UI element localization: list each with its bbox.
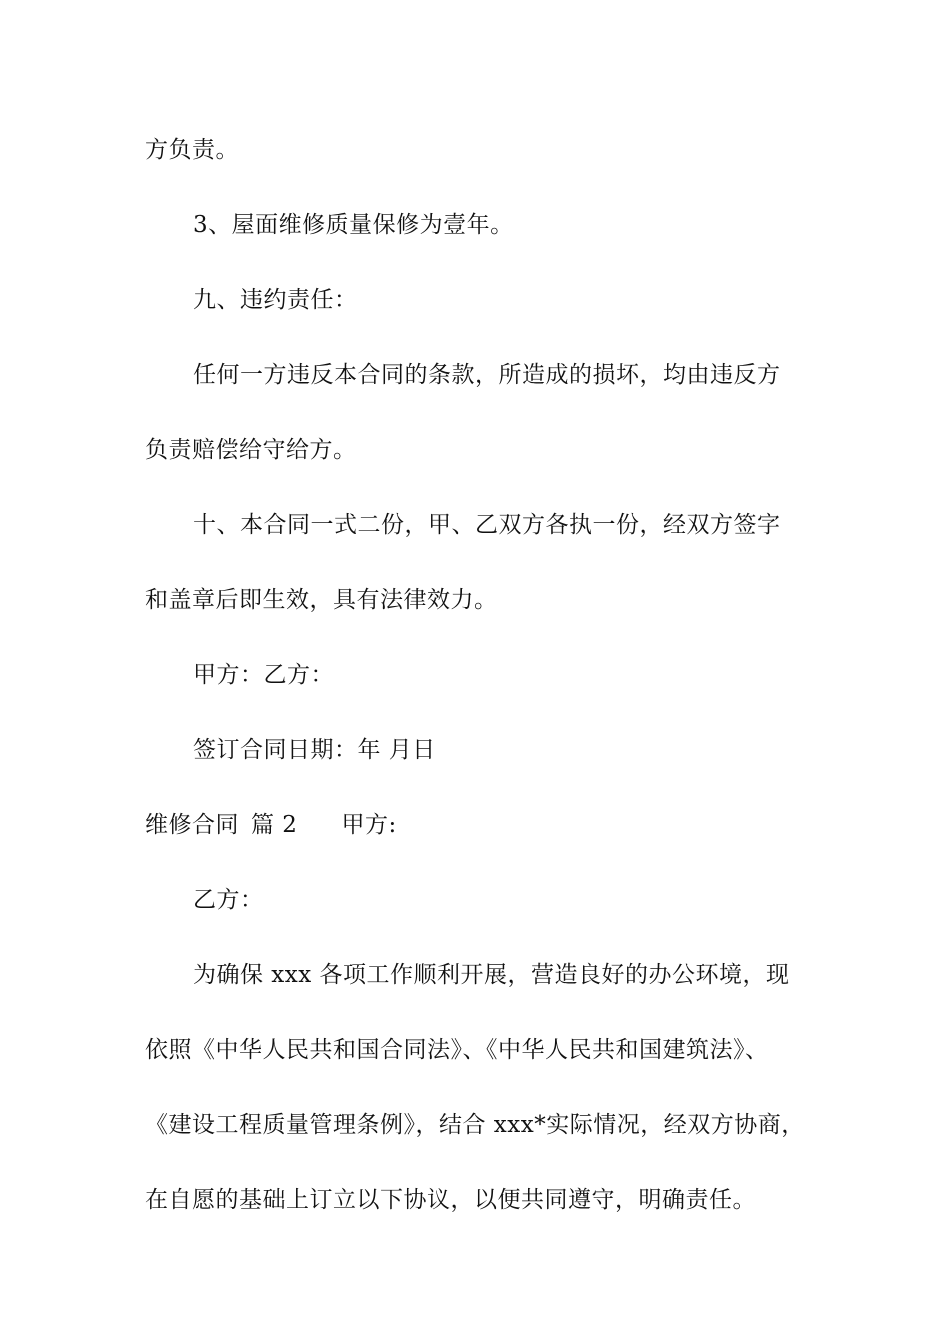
paragraph-line: 方负责。 xyxy=(145,137,239,163)
paragraph-line: 《建设工程质量管理条例》，结合 xxx*实际情况，经双方协商， xyxy=(145,1112,805,1138)
signature-parties: 甲方：乙方： xyxy=(193,662,334,688)
party-b-label: 乙方： xyxy=(193,887,264,913)
paragraph-line: 负责赔偿给守给方。 xyxy=(145,437,357,463)
paragraph-line: 任何一方违反本合同的条款，所造成的损坏，均由违反方 xyxy=(193,362,781,388)
section-title: 维修合同 xyxy=(145,812,239,838)
paragraph-line: 为确保 xxx 各项工作顺利开展，营造良好的办公环境，现 xyxy=(193,962,790,988)
paragraph-line: 和盖章后即生效，具有法律效力。 xyxy=(145,587,498,613)
section-number: 篇 2 xyxy=(251,812,298,838)
party-a-label: 甲方: xyxy=(341,812,397,838)
paragraph-line: 十、本合同一式二份，甲、乙双方各执一份，经双方签字 xyxy=(193,512,781,538)
signing-date: 签订合同日期：年 月日 xyxy=(193,737,436,763)
paragraph-line: 在自愿的基础上订立以下协议，以便共同遵守，明确责任。 xyxy=(145,1187,756,1213)
clause-heading: 九、违约责任： xyxy=(193,287,358,313)
section-heading xyxy=(145,810,845,840)
paragraph-line: 依照《中华人民共和国合同法》、《中华人民共和国建筑法》、 xyxy=(145,1037,769,1063)
paragraph-line: 3、屋面维修质量保修为壹年。 xyxy=(193,212,514,238)
